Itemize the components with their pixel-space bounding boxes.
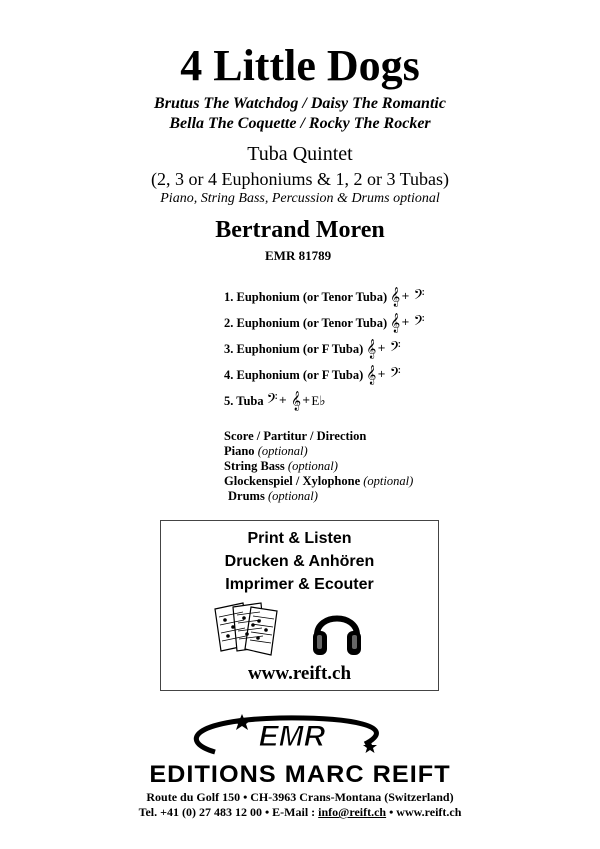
extra-string-bass	[224, 459, 338, 474]
part-4	[224, 367, 401, 383]
treble-clef-icon: 𝄞	[290, 391, 302, 411]
extra-name: String Bass	[224, 459, 285, 473]
contact-prefix: Tel. +41 (0) 27 483 12 00 • E-Mail :	[138, 805, 319, 819]
extra-name: Piano	[224, 444, 255, 458]
subtitle-line-2: Bella The Coquette / Rocky The Rocker	[169, 115, 431, 132]
logo-text: EMR	[258, 720, 326, 753]
treble-clef-icon: 𝄞	[390, 287, 401, 307]
website-link[interactable]: www.reift.ch	[247, 663, 352, 684]
bass-clef-icon: 𝄢	[413, 313, 425, 333]
extra-glockenspiel	[224, 474, 413, 489]
bass-clef-icon: 𝄢	[413, 287, 425, 307]
treble-clef-icon: 𝄞	[390, 313, 401, 333]
extra-note: (optional)	[257, 444, 308, 458]
plus-icon: +	[401, 291, 410, 302]
promo-line-3: Imprimer & Ecouter	[225, 576, 374, 593]
part-label: 5. Tuba	[224, 394, 264, 408]
extra-piano	[224, 444, 308, 459]
treble-clef-icon: 𝄞	[366, 365, 377, 385]
plus-icon: +	[302, 395, 311, 406]
emr-logo	[160, 712, 440, 760]
bass-clef-icon: 𝄢	[389, 365, 401, 385]
title: 4 Little Dogs	[180, 41, 420, 90]
part-5	[224, 393, 325, 409]
print-listen-box	[160, 520, 439, 691]
star-icon	[233, 714, 251, 730]
publisher-name: EDITIONS MARC REIFT	[149, 761, 451, 788]
part-2	[224, 315, 425, 331]
plus-icon: +	[377, 369, 386, 380]
extra-score	[224, 429, 366, 444]
extra-name: Glockenspiel / Xylophone	[224, 474, 361, 488]
treble-clef-icon: 𝄞	[366, 339, 377, 359]
extra-name: Drums	[228, 489, 265, 503]
address: Route du Golf 150 • CH-3963 Crans-Montana (Switzerland)	[146, 790, 454, 804]
plus-icon: +	[377, 343, 386, 354]
instrumentation: (2, 3 or 4 Euphoniums & 1, 2 or 3 Tubas)	[150, 169, 449, 189]
catalog-number: EMR 81789	[265, 248, 332, 263]
part-3	[224, 341, 401, 357]
extra-note: (optional)	[363, 474, 414, 488]
contact-line	[0, 805, 600, 820]
email-link[interactable]: info@reift.ch	[318, 805, 387, 819]
part-label: 2. Euphonium (or Tenor Tuba)	[224, 316, 388, 330]
extra-note: (optional)	[287, 459, 338, 473]
subtitle-line-1: Brutus The Watchdog / Daisy The Romantic	[154, 95, 446, 112]
optional-instruments: Piano, String Bass, Percussion & Drums optional	[160, 191, 440, 206]
ensemble: Tuba Quintet	[247, 143, 353, 165]
plus-icon: +	[401, 317, 410, 328]
part-1	[224, 289, 425, 305]
part-label: 4. Euphonium (or F Tuba)	[224, 368, 364, 382]
extra-drums	[228, 489, 318, 504]
part-label: 1. Euphonium (or Tenor Tuba)	[224, 290, 388, 304]
bass-clef-icon: 𝄢	[389, 339, 401, 359]
part-label: 3. Euphonium (or F Tuba)	[224, 342, 364, 356]
headphones-icon	[309, 601, 365, 659]
extra-name: Score / Partitur / Direction	[224, 429, 367, 443]
promo-line-1: Print & Listen	[247, 530, 352, 547]
bass-clef-icon: 𝄢	[266, 391, 278, 411]
contact-suffix: • www.reift.ch	[386, 805, 462, 819]
eb-key-label: E♭	[311, 393, 326, 408]
plus-icon: +	[278, 395, 287, 406]
sheet-music-icon	[213, 599, 285, 657]
composer: Bertrand Moren	[215, 217, 385, 243]
promo-line-2: Drucken & Anhören	[224, 553, 375, 570]
extra-note: (optional)	[267, 489, 318, 503]
